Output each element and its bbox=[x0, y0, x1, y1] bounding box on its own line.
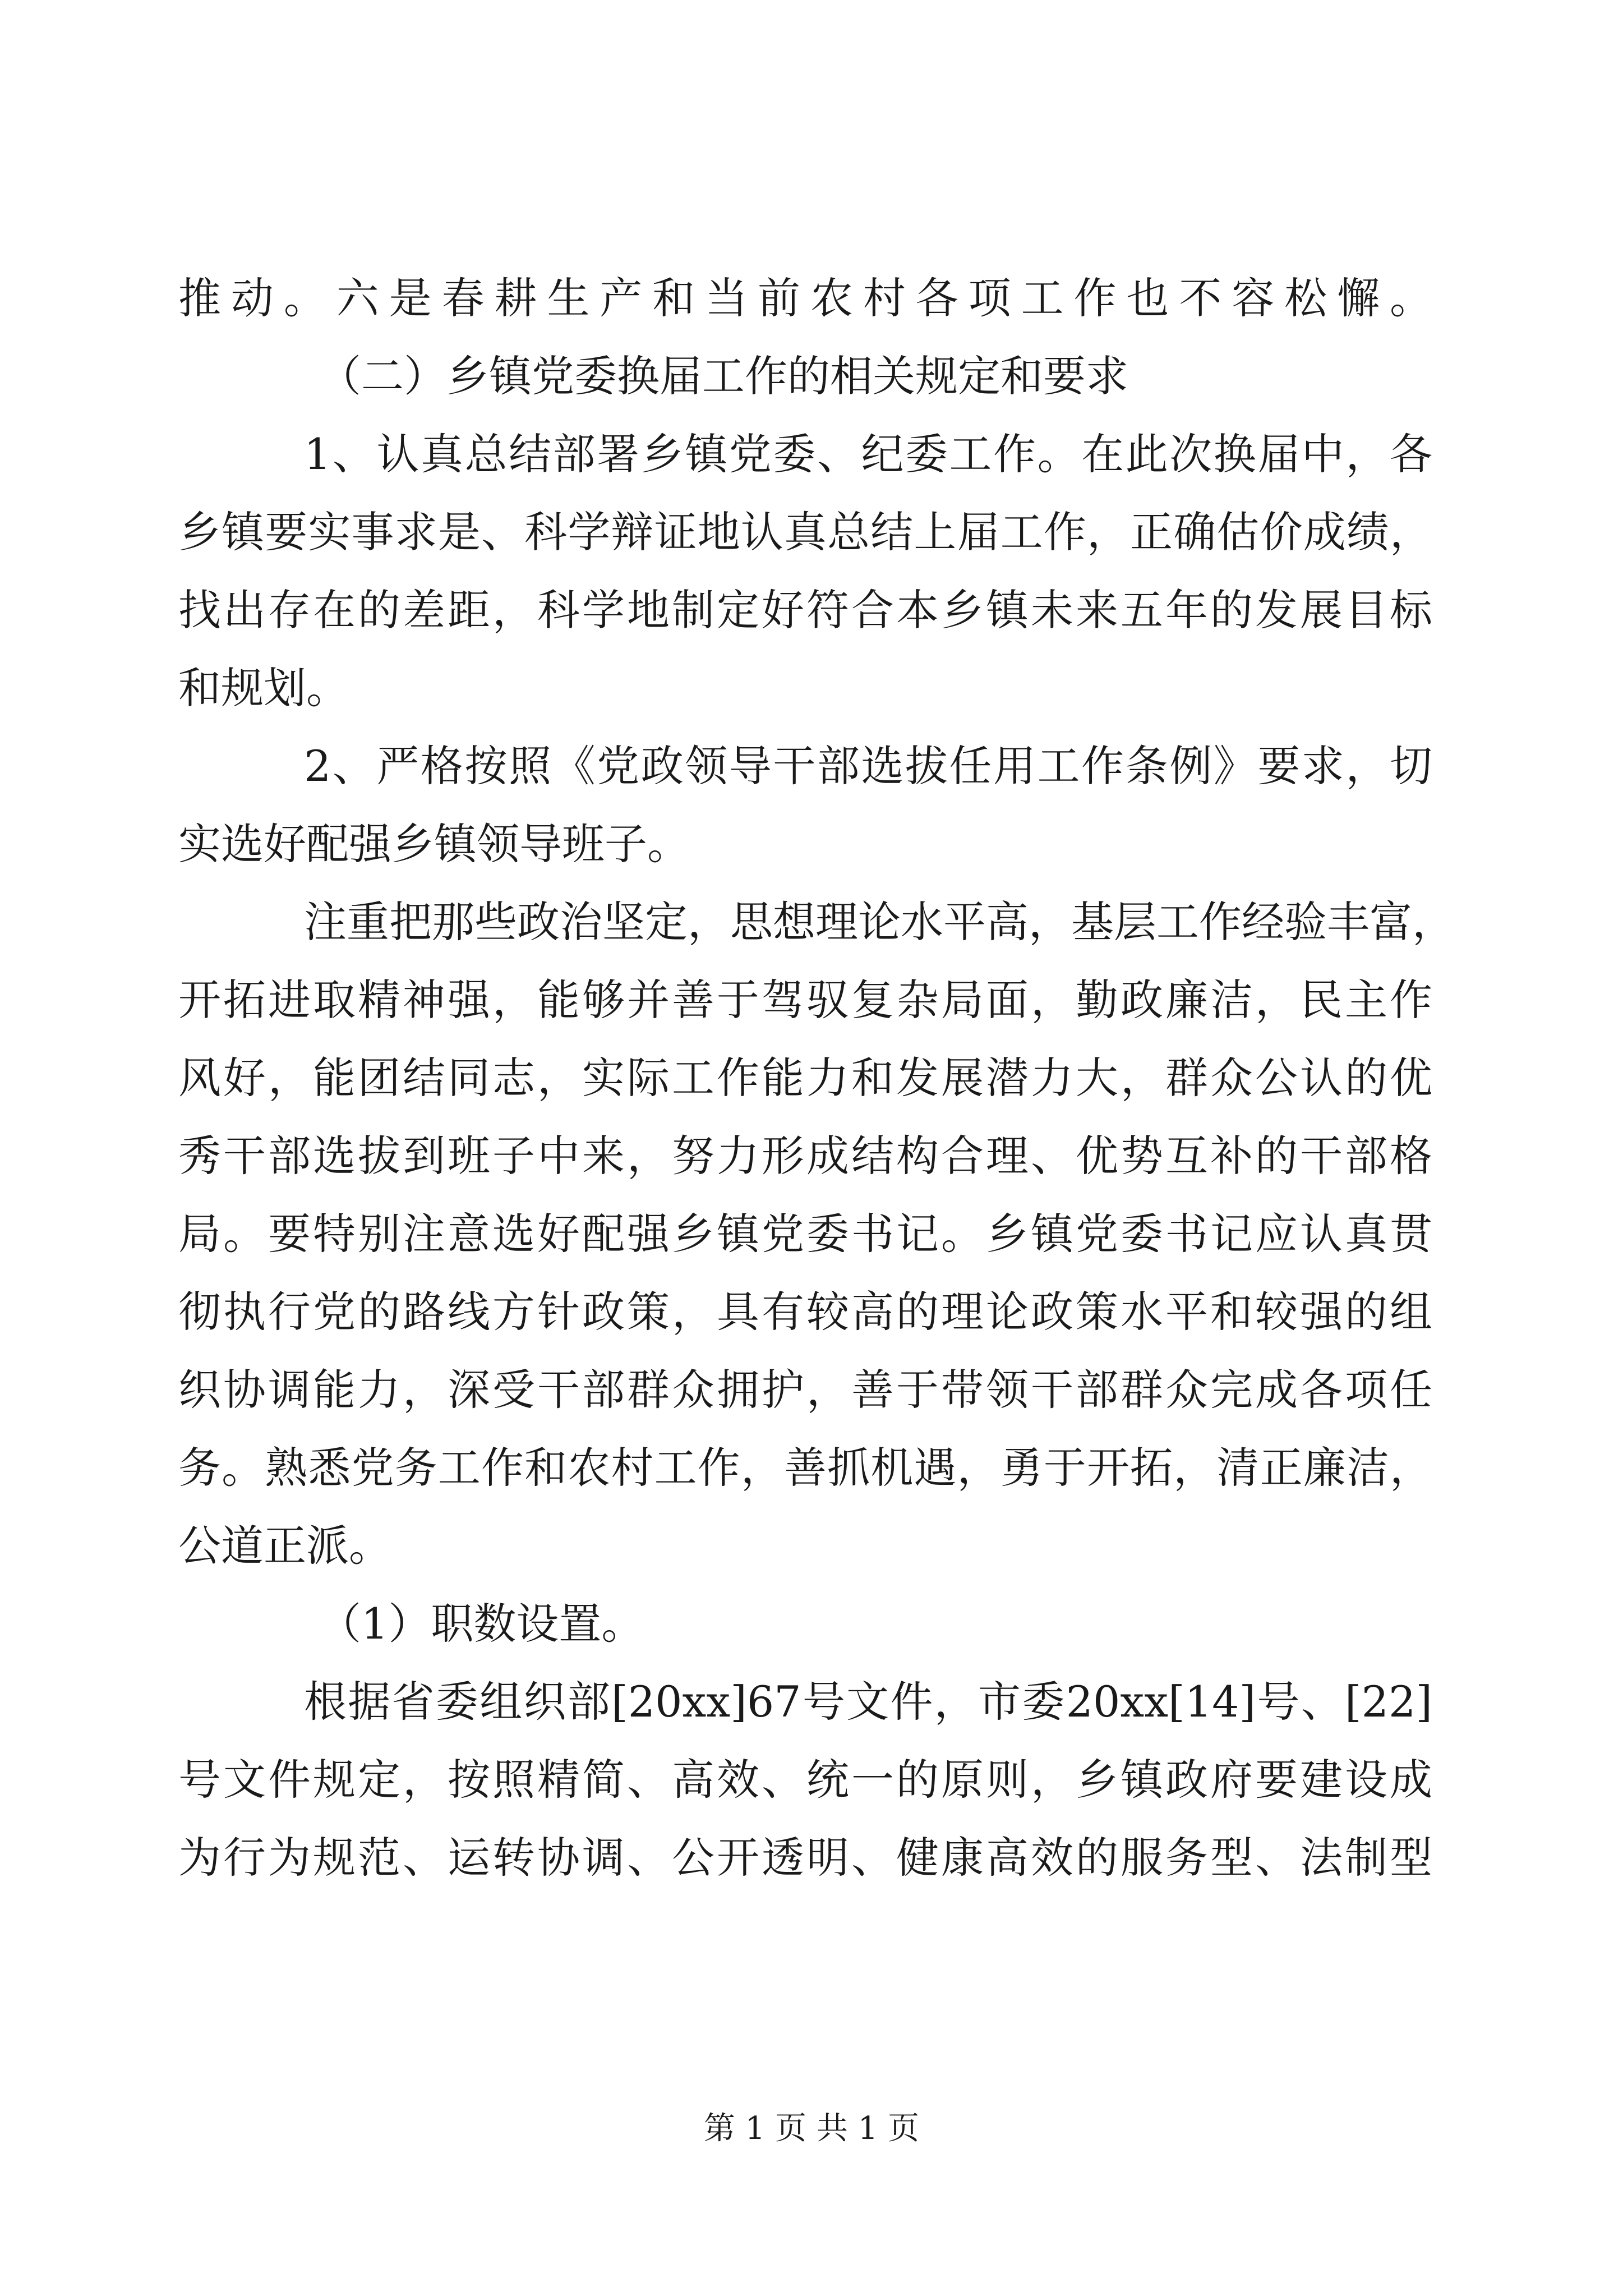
subsection-heading: （1）职数设置。 bbox=[319, 1599, 644, 1649]
text-line: 织协调能力，深受干部群众拥护，善于带领干部群众完成各项任 bbox=[178, 1365, 1432, 1415]
text-line-para4-start: 根据省委组织部[20xx]67号文件，市委20xx[14]号、[22] bbox=[304, 1677, 1432, 1727]
text-line-para3-start: 注重把那些政治坚定，思想理论水平高，基层工作经验丰富， bbox=[304, 897, 1455, 947]
text-line: 秀干部选拔到班子中来，努力形成结构合理、优势互补的干部格 bbox=[178, 1131, 1432, 1181]
text-line: 务。熟悉党务工作和农村工作，善抓机遇，勇于开拓，清正廉洁， bbox=[178, 1443, 1432, 1493]
text-line: 局。要特别注意选好配强乡镇党委书记。乡镇党委书记应认真贯 bbox=[178, 1209, 1432, 1259]
text-line: 乡镇要实事求是、科学辩证地认真总结上届工作，正确估价成绩， bbox=[178, 507, 1432, 557]
page-number-footer: 第 1 页 共 1 页 bbox=[703, 2110, 920, 2147]
text-line-para-end: 公道正派。 bbox=[178, 1521, 391, 1571]
text-line: 为行为规范、运转协调、公开透明、健康高效的服务型、法制型 bbox=[178, 1833, 1432, 1883]
text-line-para2-start: 2、严格按照《党政领导干部选拔任用工作条例》要求，切 bbox=[304, 741, 1432, 791]
text-line: 开拓进取精神强，能够并善于驾驭复杂局面，勤政廉洁，民主作 bbox=[178, 975, 1432, 1025]
document-body bbox=[178, 259, 1455, 1897]
text-line-para-end: 实选好配强乡镇领导班子。 bbox=[178, 819, 690, 869]
section-heading: （二）乡镇党委换届工作的相关规定和要求 bbox=[319, 351, 1128, 401]
text-line-continuation: 推动。六是春耕生产和当前农村各项工作也不容松懈。 bbox=[178, 273, 1432, 323]
text-line: 彻执行党的路线方针政策，具有较高的理论政策水平和较强的组 bbox=[178, 1287, 1432, 1337]
text-line: 风好，能团结同志，实际工作能力和发展潜力大，群众公认的优 bbox=[178, 1053, 1432, 1103]
text-line-para-end: 和规划。 bbox=[178, 663, 349, 713]
text-line: 找出存在的差距，科学地制定好符合本乡镇未来五年的发展目标 bbox=[178, 585, 1432, 635]
text-line-para1-start: 1、认真总结部署乡镇党委、纪委工作。在此次换届中，各 bbox=[304, 429, 1432, 479]
text-line: 号文件规定，按照精简、高效、统一的原则，乡镇政府要建设成 bbox=[178, 1755, 1432, 1805]
